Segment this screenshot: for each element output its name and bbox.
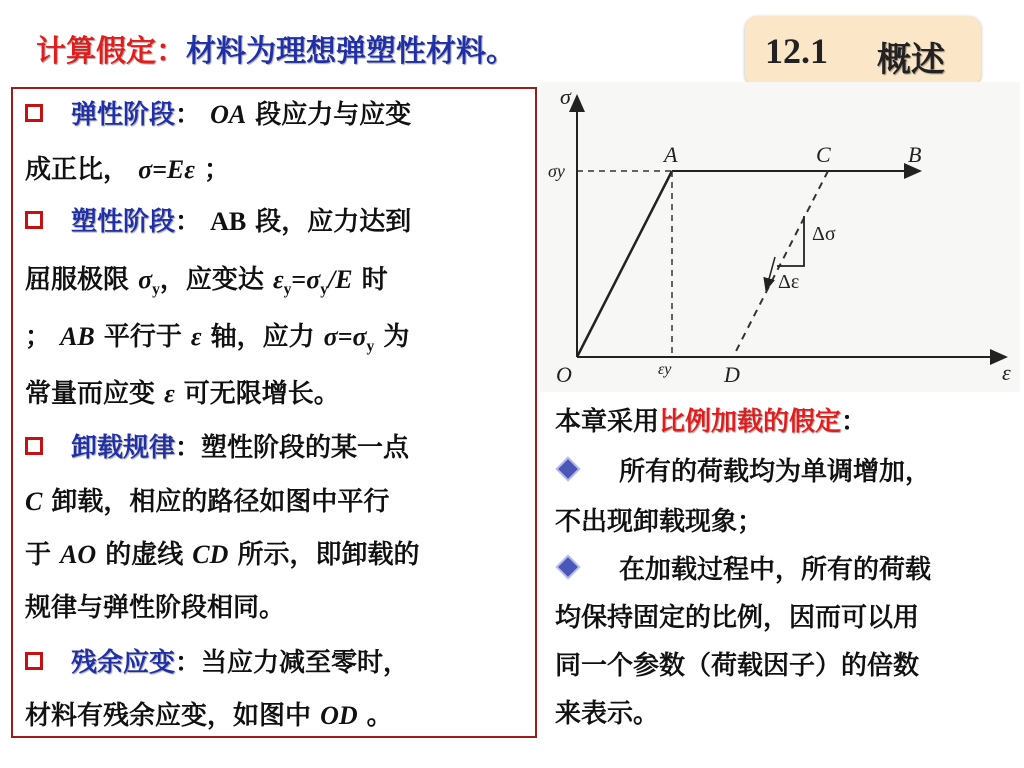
- point-2-line-4: 来表示。: [555, 699, 660, 729]
- square-bullet-icon: [25, 104, 43, 122]
- residual-strain-label: 残余应变: [71, 648, 176, 678]
- residual-line-1: 残余应变：当应力减至零时，: [25, 650, 409, 676]
- point-1-line-2: 不出现卸载现象；: [555, 507, 764, 537]
- point-a-label: A: [664, 142, 678, 167]
- delta-eps-label: Δε: [778, 271, 800, 293]
- section-number: 12.1: [765, 31, 828, 71]
- diagram-background: [540, 82, 1020, 392]
- unload-rule-label: 卸载规律: [71, 433, 176, 463]
- slide-title: [36, 26, 516, 70]
- residual-line-2: 材料有残余应变，如图中 OD 。: [25, 701, 393, 731]
- square-bullet-icon: [25, 211, 43, 229]
- title-assumption-text: 材料为理想弹塑性材料。: [186, 34, 516, 69]
- point-2-line-2: 均保持固定的比例，因而可以用: [555, 603, 920, 633]
- square-bullet-icon: [25, 437, 43, 455]
- point-b-label: B: [908, 142, 922, 167]
- unload-line-2: C 卸载，相应的路径如图中平行: [25, 487, 390, 517]
- plastic-stage-label: 塑性阶段: [71, 207, 176, 237]
- plastic-line-2: 屈服极限 $\sigma_y$，应变达 $\varepsilon_y=\sigma_y/E$ 时: [25, 265, 388, 299]
- elastic-line-2: 成正比， σ=Eε ；: [25, 155, 230, 185]
- section-name: 概述: [877, 40, 945, 80]
- point-d-label: D: [724, 362, 740, 387]
- sigma-y-label: σy: [548, 161, 565, 181]
- elastic-formula: σ=Eε: [138, 155, 195, 184]
- plastic-line-1: 塑性阶段： AB 段，应力达到: [25, 209, 411, 235]
- proportional-loading-label: 比例加载的假定: [659, 407, 842, 437]
- square-bullet-icon: [25, 652, 43, 670]
- elastic-stage-label: 弹性阶段: [71, 100, 176, 130]
- point-2-line-1: 在加载过程中，所有的荷载: [555, 557, 931, 583]
- elastic-line-1: 弹性阶段： OA 段应力与应变: [25, 102, 411, 128]
- unload-line-3: 于 AO 的虚线 CD 所示，即卸载的: [25, 540, 420, 570]
- plastic-line-4: 常量而应变 ε 可无限增长。: [25, 379, 340, 409]
- left-text-panel: [11, 87, 537, 738]
- point-c-label: C: [816, 142, 831, 167]
- stress-strain-diagram: [540, 82, 1020, 392]
- point-1-line-1: 所有的荷载均为单调增加，: [555, 459, 931, 485]
- delta-sigma-label: Δσ: [812, 223, 836, 245]
- title-assumption-label: 计算假定：: [36, 34, 186, 69]
- eps-y-label: εy: [658, 361, 672, 378]
- plastic-line-3: ； AB 平行于 ε 轴，应力 $\sigma=\sigma_y$ 为: [25, 322, 410, 356]
- section-badge: [745, 16, 981, 86]
- point-2-line-3: 同一个参数（荷载因子）的倍数: [555, 651, 920, 681]
- unload-line-1: 卸载规律：塑性阶段的某一点: [25, 435, 409, 461]
- x-axis-label: ε: [1002, 360, 1011, 385]
- proportional-loading-intro: 本章采用比例加载的假定：: [555, 407, 868, 437]
- diamond-bullet-icon: [558, 459, 578, 479]
- y-axis-label: σ: [560, 84, 571, 109]
- point-o-label: O: [556, 362, 572, 387]
- unload-line-4: 规律与弹性阶段相同。: [25, 593, 286, 623]
- diamond-bullet-icon: [558, 557, 578, 577]
